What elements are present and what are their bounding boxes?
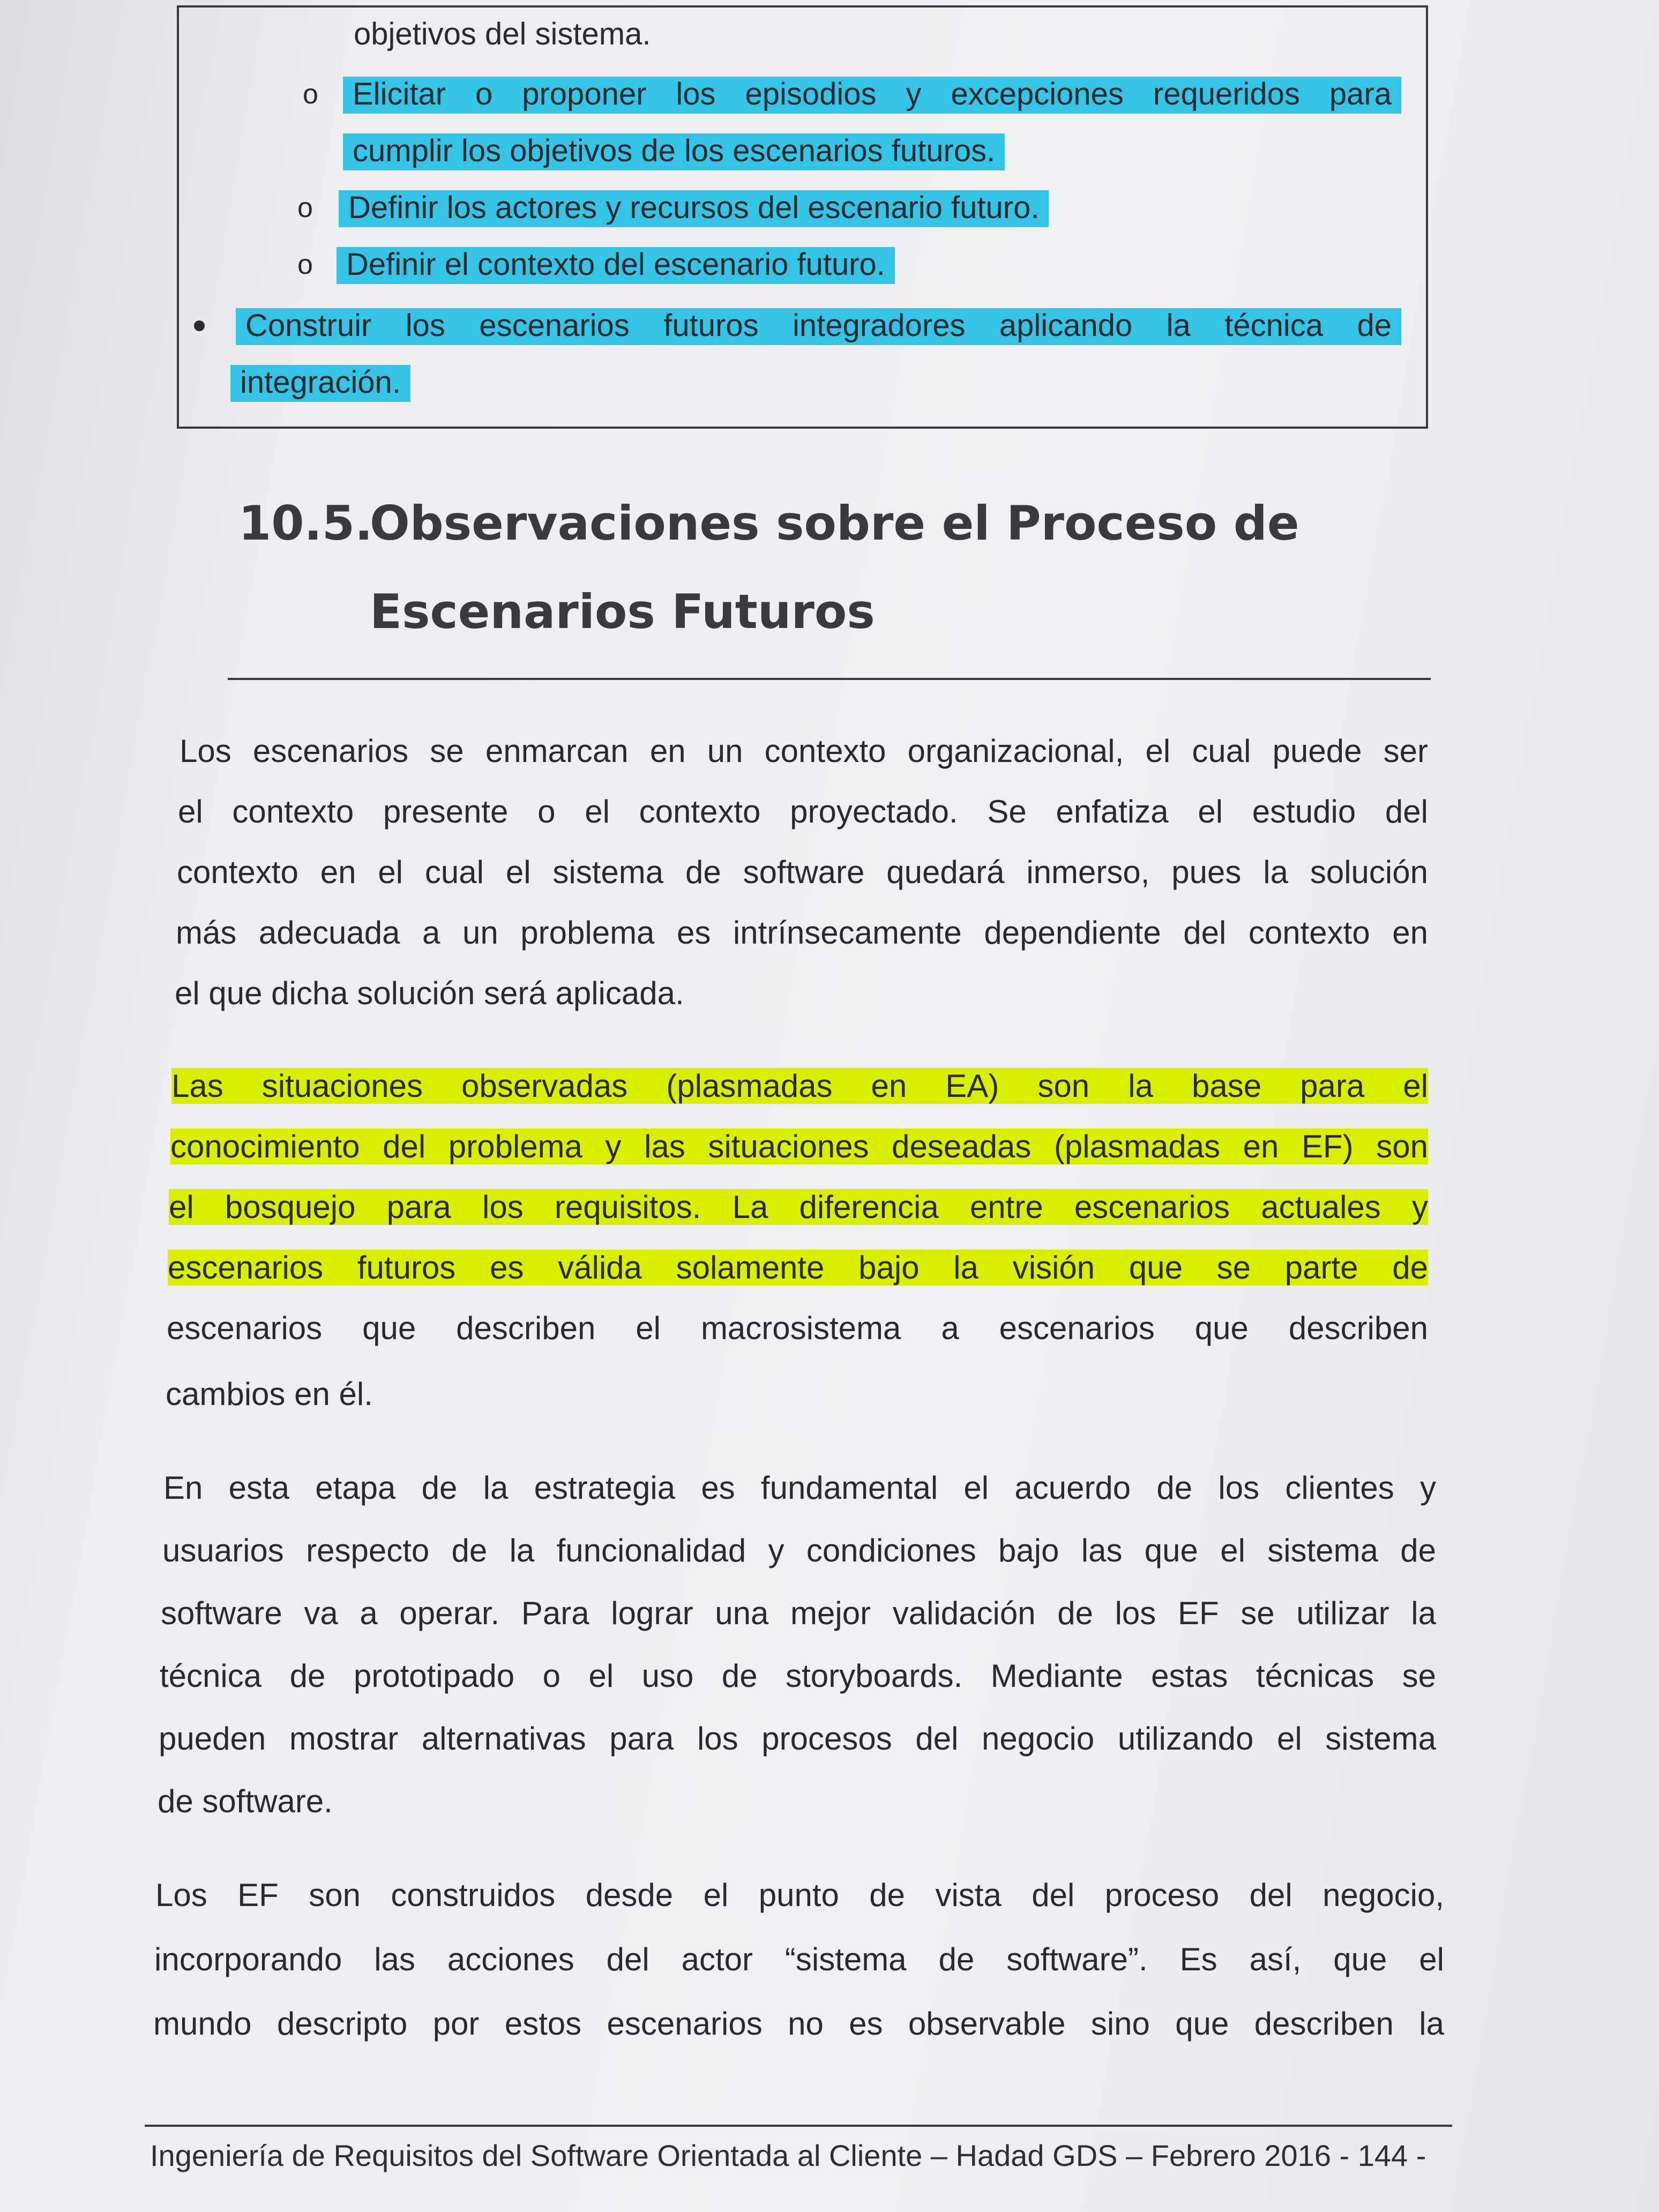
paragraph-3-line: de software. bbox=[158, 1783, 333, 1819]
paragraph-1-line: contexto en el cual el sistema de software quedará inmerso, pues la solución bbox=[177, 854, 1428, 890]
box-intro-line: objetivos del sistema. bbox=[354, 17, 651, 51]
sub-item-3: Definir el contexto del escenario futuro. bbox=[337, 245, 895, 284]
paragraph-4-line: Los EF son construidos desde el punto de vista del proceso del negocio, bbox=[155, 1877, 1444, 1913]
paragraph-2-line: cambios en él. bbox=[166, 1376, 373, 1412]
paragraph-2-line: Las situaciones observadas (plasmadas en EA) son la base para el bbox=[171, 1068, 1428, 1104]
bullet-item-line-2: integración. bbox=[230, 363, 410, 402]
paragraph-2-line: escenarios que describen el macrosistema a escenarios que describen bbox=[167, 1310, 1428, 1346]
paragraph-2-line: conocimiento del problema y las situaciones deseadas (plasmadas en EF) son bbox=[170, 1129, 1428, 1164]
sub-bullet-marker: o bbox=[297, 192, 313, 223]
paragraph-3-line: técnica de prototipado o el uso de storyboards. Mediante estas técnicas se bbox=[160, 1658, 1436, 1694]
section-title-line-1: Observaciones sobre el Proceso de bbox=[370, 496, 1299, 551]
paragraph-3-line: En esta etapa de la estrategia es fundamental el acuerdo de los clientes y bbox=[163, 1470, 1436, 1506]
paragraph-4-line: incorporando las acciones del actor “sistema de software”. Es así, que el bbox=[154, 1941, 1444, 1977]
paragraph-3-line: software va a operar. Para lograr una mejor validación de los EF se utilizar la bbox=[161, 1595, 1436, 1631]
paragraph-1-line: el que dicha solución será aplicada. bbox=[175, 975, 684, 1011]
sub-bullet-marker: o bbox=[303, 79, 318, 110]
paragraph-1-line: más adecuada a un problema es intrínsecamente dependiente del contexto en bbox=[176, 915, 1428, 951]
paragraph-3-line: usuarios respecto de la funcionalidad y condiciones bajo las que el sistema de bbox=[162, 1533, 1436, 1568]
section-title-line-2: Escenarios Futuros bbox=[370, 584, 875, 639]
paragraph-2-line: escenarios futuros es válida solamente bajo la visión que se parte de bbox=[168, 1250, 1428, 1286]
sub-item-1-line-1: Elicitar o proponer los episodios y excepciones requeridos para bbox=[343, 75, 1401, 114]
sub-bullet-marker: o bbox=[297, 249, 313, 280]
paragraph-3-line: pueden mostrar alternativas para los procesos del negocio utilizando el sistema bbox=[159, 1721, 1436, 1757]
sub-item-1-line-2: cumplir los objetivos de los escenarios futuros. bbox=[343, 132, 1005, 170]
bullet-item-line-1: Construir los escenarios futuros integradores aplicando la técnica de bbox=[236, 307, 1401, 345]
page-footer: Ingeniería de Requisitos del Software Orientada al Cliente – Hadad GDS – Febrero 2016 - 144 - bbox=[150, 2139, 1426, 2172]
section-number: 10.5. bbox=[238, 496, 373, 551]
paragraph-2-line: el bosquejo para los requisitos. La diferencia entre escenarios actuales y bbox=[169, 1189, 1428, 1225]
paragraph-1-line: Los escenarios se enmarcan en un contexto organizacional, el cual puede ser bbox=[180, 733, 1428, 769]
paragraph-1-line: el contexto presente o el contexto proyectado. Se enfatiza el estudio del bbox=[178, 794, 1428, 829]
footer-divider bbox=[145, 2125, 1452, 2127]
bullet-marker bbox=[194, 320, 205, 331]
section-divider bbox=[228, 678, 1431, 680]
sub-item-2: Definir los actores y recursos del escenario futuro. bbox=[339, 189, 1049, 227]
paragraph-4-line: mundo descripto por estos escenarios no es observable sino que describen la bbox=[153, 2006, 1444, 2042]
